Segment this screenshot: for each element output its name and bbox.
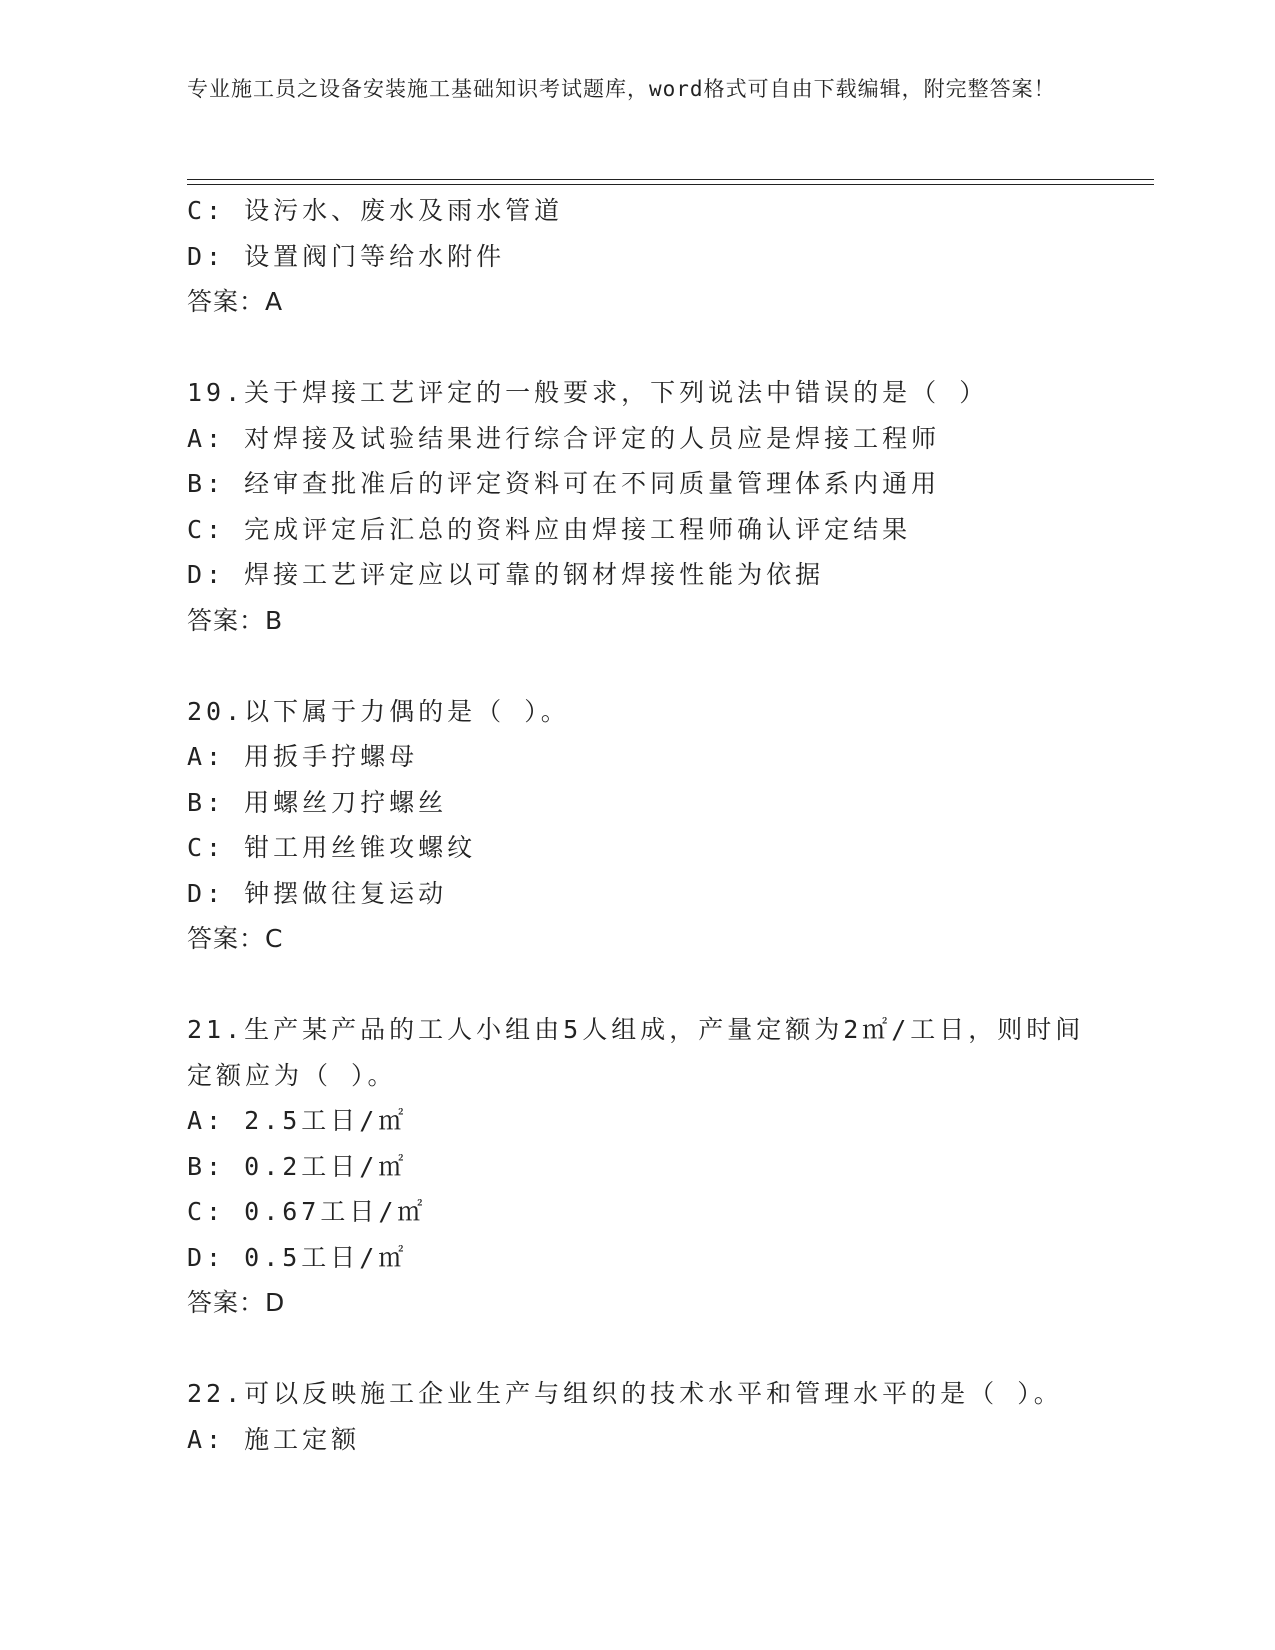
option-a: A: 2.5工日/㎡ bbox=[187, 1106, 408, 1135]
option-d: D: 钟摆做往复运动 bbox=[187, 878, 448, 908]
question-stem: 19.关于焊接工艺评定的一般要求，下列说法中错误的是（ ） bbox=[187, 378, 989, 407]
option-b: B: 经审查批准后的评定资料可在不同质量管理体系内通用 bbox=[187, 469, 941, 498]
option-c: C: 钳工用丝锥攻螺纹 bbox=[187, 833, 477, 862]
option-d: D: 0.5工日/㎡ bbox=[187, 1242, 408, 1272]
question-stem-line-2: 定额应为（ ）。 bbox=[187, 1060, 397, 1090]
question-stem: 20.以下属于力偶的是（ ）。 bbox=[187, 696, 570, 726]
option-c: C: 完成评定后汇总的资料应由焊接工程师确认评定结果 bbox=[187, 514, 912, 544]
header-divider-bottom bbox=[187, 184, 1154, 185]
spacer bbox=[187, 962, 1127, 1008]
question-stem: 22.可以反映施工企业生产与组织的技术水平和管理水平的是（ ）。 bbox=[187, 1379, 1063, 1408]
option-a: A: 对焊接及试验结果进行综合评定的人员应是焊接工程师 bbox=[187, 423, 941, 453]
question-20 bbox=[187, 689, 1127, 962]
question-19 bbox=[187, 370, 1127, 643]
document-header: 专业施工员之设备安装施工基础知识考试题库，word格式可自由下载编辑，附完整答案！ bbox=[187, 77, 1056, 101]
answer: 答案：D bbox=[187, 1288, 286, 1317]
question-18-tail bbox=[187, 188, 1127, 325]
question-22 bbox=[187, 1371, 1127, 1462]
option-c: C: 设污水、废水及雨水管道 bbox=[187, 196, 564, 225]
option-c: C: 0.67工日/㎡ bbox=[187, 1197, 427, 1226]
answer: 答案：C bbox=[187, 924, 284, 953]
question-21 bbox=[187, 1007, 1127, 1326]
option-d: D: 设置阀门等给水附件 bbox=[187, 241, 506, 271]
option-d: D: 焊接工艺评定应以可靠的钢材焊接性能为依据 bbox=[187, 560, 825, 589]
spacer bbox=[187, 1326, 1127, 1372]
header-divider-top bbox=[187, 179, 1154, 180]
question-list bbox=[187, 188, 1127, 1462]
spacer bbox=[187, 643, 1127, 689]
answer: 答案：B bbox=[187, 605, 284, 635]
question-stem-line-1: 21.生产某产品的工人小组由5人组成，产量定额为2㎡/工日，则时间 bbox=[187, 1015, 1085, 1044]
option-b: B: 用螺丝刀拧螺丝 bbox=[187, 787, 448, 817]
answer: 答案：A bbox=[187, 287, 284, 316]
option-a: A: 施工定额 bbox=[187, 1424, 361, 1454]
option-a: A: 用扳手拧螺母 bbox=[187, 742, 419, 771]
option-b: B: 0.2工日/㎡ bbox=[187, 1151, 408, 1181]
spacer bbox=[187, 325, 1127, 371]
